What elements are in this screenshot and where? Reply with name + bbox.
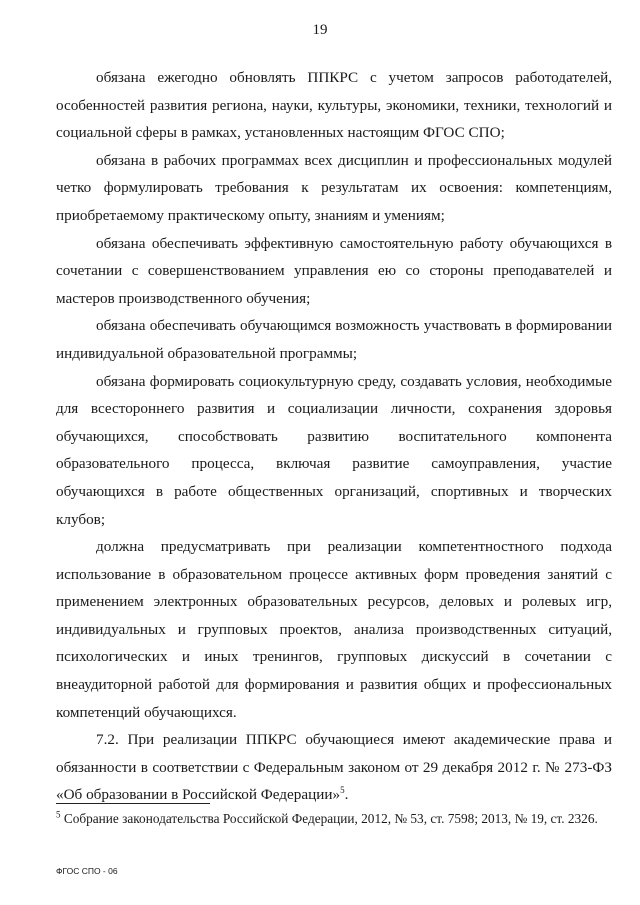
section-7-2-text: 7.2. При реализации ППКРС обучающиеся имеют академические права и обязанности в соответствии с Федеральным законом от 29 декабря 2012 г. № 273-ФЗ «Об образовании в Российской Федерации» [56, 731, 612, 804]
footnote [56, 810, 616, 828]
paragraph-active-forms: должна предусматривать при реализации компетентностного подхода использование в образовательном процессе активных форм проведения занятий с применением электронных образовательных ресурсов, деловых и ролевых игр, индивидуальных и групповых проектов, анализа производственных ситуаций, психологических и иных тренингов, групповых дискуссий в сочетании с внеаудиторной работой для формирования и развития общих и профессиональных компетенций обучающихся. [56, 538, 612, 721]
footnote-reference: 5 [340, 785, 345, 796]
footnote-text: Собрание законодательства Российской Федерации, 2012, № 53, ст. 7598; 2013, № 19, ст. 2326. [60, 811, 598, 826]
body-text [56, 64, 612, 809]
paragraph-individual-program: обязана обеспечивать обучающимся возможность участвовать в формировании индивидуальной образовательной программы; [56, 317, 612, 362]
page-number: 19 [312, 22, 328, 38]
document-code: ФГОС СПО - 06 [56, 866, 118, 876]
paragraph-work-programs: обязана в рабочих программах всех дисциплин и профессиональных модулей четко формулировать требования к результатам их освоения: компетенциям, приобретаемому практическому опыту, знаниям и умениям; [56, 151, 612, 224]
footnote-divider [56, 803, 210, 804]
section-7-2-end: . [344, 786, 349, 804]
paragraph-update-ppkrs: обязана ежегодно обновлять ППКРС с учетом запросов работодателей, особенностей развития региона, науки, культуры, экономики, техники, технологий и социальной сферы в рамках, установленных настоящим ФГОС СПО; [56, 69, 612, 142]
paragraph-section-7-2 [56, 726, 612, 809]
paragraph-sociocultural-environment: обязана формировать социокультурную среду, создавать условия, необходимые для всестороннего развития и социализации личности, сохранения здоровья обучающихся, способствовать развитию воспитательного компонента образовательного процесса, включая развитие самоуправления, участие обучающихся в работе общественных организаций, спортивных и творческих клубов; [56, 372, 612, 528]
paragraph-independent-work: обязана обеспечивать эффективную самостоятельную работу обучающихся в сочетании с совершенствованием управления ею со стороны преподавателей и мастеров производственного обучения; [56, 234, 612, 307]
footnote-marker: 5 [56, 809, 61, 820]
